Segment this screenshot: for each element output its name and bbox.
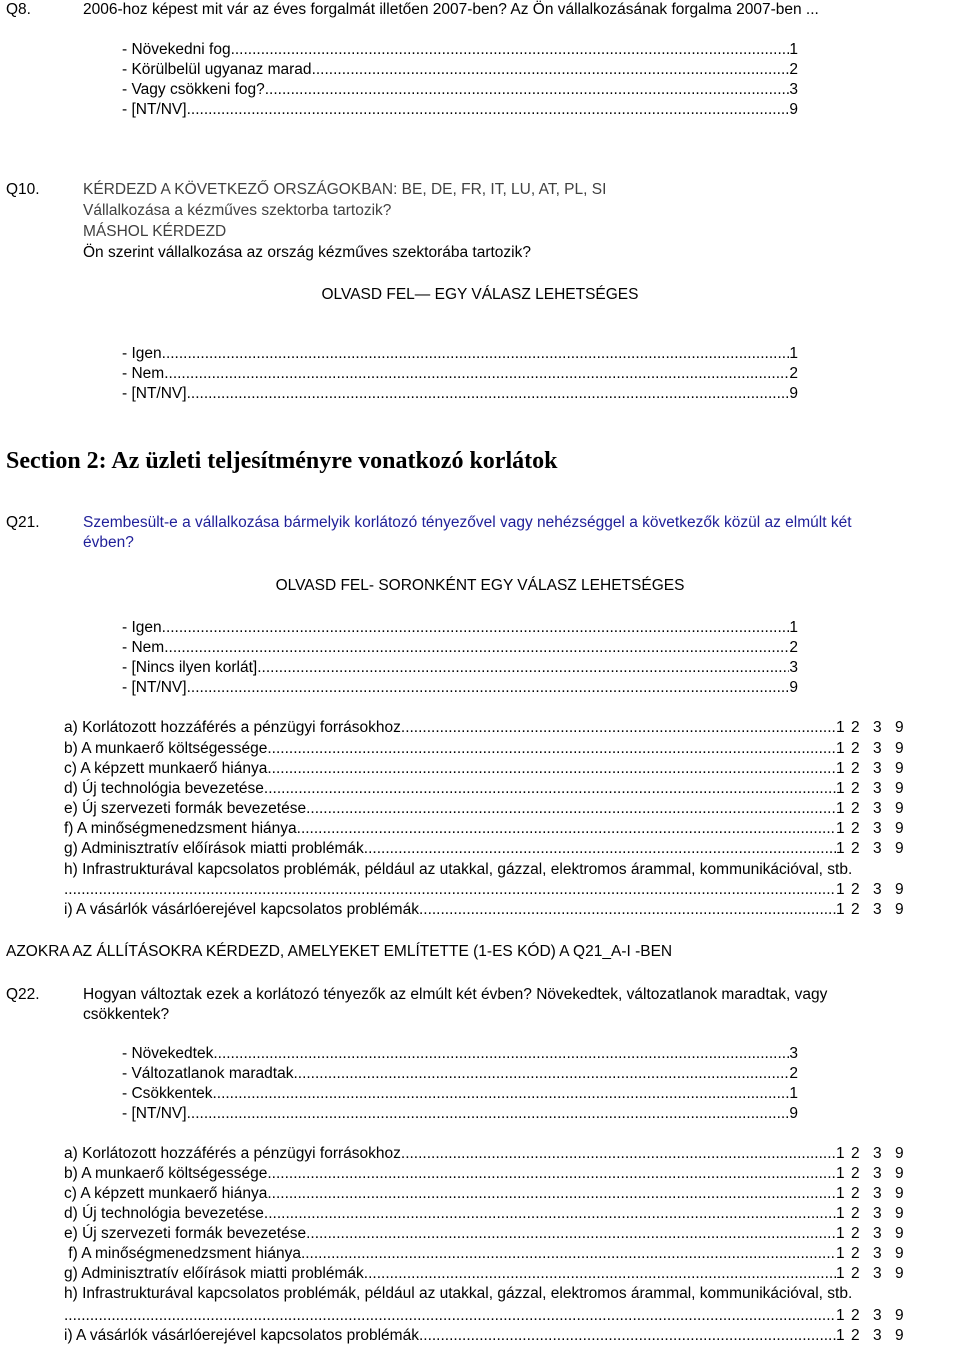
- option-label: - Igen: [122, 345, 162, 362]
- answer-code: 2: [851, 800, 860, 817]
- answer-code: 9: [895, 820, 904, 837]
- answer-code: 1: [836, 800, 845, 817]
- grid-row: [64, 799, 917, 819]
- answer-code: 1: [836, 760, 845, 777]
- grid-item-label: e) Új szervezeti formák bevezetése: [64, 1225, 307, 1242]
- option-code: 9: [789, 1105, 798, 1122]
- grid-codes: [836, 1326, 917, 1346]
- grid-row: [64, 880, 917, 900]
- grid-row: [64, 1184, 917, 1204]
- answer-code: 3: [873, 780, 882, 797]
- answer-code: 3: [873, 1265, 882, 1282]
- option-code: 1: [789, 345, 798, 362]
- grid-row: [64, 900, 917, 920]
- answer-option: [122, 384, 798, 404]
- grid-codes: [836, 779, 917, 799]
- question-text: évben?: [83, 534, 134, 551]
- answer-code: 3: [873, 719, 882, 736]
- answer-code: 1: [836, 1205, 845, 1222]
- grid-codes: [836, 839, 917, 859]
- answer-code: 1: [836, 901, 845, 918]
- answer-code: 2: [851, 901, 860, 918]
- answer-code: 9: [895, 1165, 904, 1182]
- grid-row: [64, 1204, 917, 1224]
- grid-item-label: a) Korlátozott hozzáférés a pénzügyi forrásokhoz: [64, 1145, 401, 1162]
- answer-option: [122, 1064, 798, 1084]
- grid-codes: [836, 739, 917, 759]
- answer-option: [122, 344, 798, 364]
- grid-item-label: c) A képzett munkaerő hiánya: [64, 1185, 268, 1202]
- option-label: - Változatlanok maradtak: [122, 1065, 294, 1082]
- grid-row: [64, 1326, 917, 1346]
- grid-item-label: f) A minőségmenedzsment hiánya: [64, 820, 297, 837]
- grid-item-label: c) A képzett munkaerő hiánya: [64, 760, 268, 777]
- answer-code: 9: [895, 719, 904, 736]
- answer-code: 2: [851, 1145, 860, 1162]
- question-text: Hogyan változtak ezek a korlátozó tényezők az elmúlt két évben? Növekedtek, változatlanok maradtak, vagy: [83, 986, 828, 1003]
- option-code: 1: [789, 619, 798, 636]
- answer-code: 3: [873, 1145, 882, 1162]
- answer-code: 2: [851, 1205, 860, 1222]
- option-code: 2: [789, 61, 798, 78]
- section-title: Section 2: Az üzleti teljesítményre vonatkozó korlátok: [6, 448, 558, 474]
- instruction: OLVASD FEL- SORONKÉNT EGY VÁLASZ LEHETSÉGES: [275, 577, 685, 594]
- answer-code: 3: [873, 840, 882, 857]
- grid-codes: [836, 900, 917, 920]
- answer-option: [122, 60, 798, 80]
- answer-code: 3: [873, 1225, 882, 1242]
- answer-code: 1: [836, 840, 845, 857]
- grid-item-label: b) A munkaerő költségessége: [64, 1165, 268, 1182]
- grid-codes: [836, 799, 917, 819]
- answer-code: 9: [895, 1245, 904, 1262]
- grid-item-label: e) Új szervezeti formák bevezetése: [64, 800, 307, 817]
- grid-row: [64, 779, 917, 799]
- question-number: Q22.: [6, 986, 40, 1003]
- grid-row: [64, 819, 917, 839]
- answer-code: 2: [851, 1165, 860, 1182]
- answer-code: 1: [836, 1307, 845, 1324]
- question-number: Q21.: [6, 514, 40, 531]
- option-label: - [NT/NV]: [122, 679, 187, 696]
- interviewer-note: KÉRDEZD A KÖVETKEZŐ ORSZÁGOKBAN: BE, DE, FR, IT, LU, AT, PL, SI: [83, 181, 607, 198]
- question-text: Vállalkozása a kézműves szektorba tartozik?: [83, 202, 392, 219]
- grid-item-label: i) A vásárlók vásárlóerejével kapcsolatos problémák: [64, 901, 419, 918]
- grid-row: [64, 1144, 917, 1164]
- answer-option: [122, 638, 798, 658]
- option-code: 1: [789, 1085, 798, 1102]
- option-code: 3: [789, 1045, 798, 1062]
- answer-code: 1: [836, 1165, 845, 1182]
- question-number: Q10.: [6, 181, 40, 198]
- option-code: 3: [789, 659, 798, 676]
- grid-item-label: h) Infrastrukturával kapcsolatos problémák, például az utakkal, gázzal, elektromos árammal, kommunikációval, stb.: [64, 1285, 853, 1302]
- answer-code: 9: [895, 740, 904, 757]
- answer-code: 2: [851, 1307, 860, 1324]
- option-label: - [Nincs ilyen korlát]: [122, 659, 258, 676]
- grid-codes: [836, 759, 917, 779]
- answer-code: 2: [851, 820, 860, 837]
- answer-code: 9: [895, 780, 904, 797]
- grid-item-label: g) Adminisztratív előírások miatti problémák: [64, 1265, 364, 1282]
- option-code: 9: [789, 101, 798, 118]
- grid-item-label: d) Új technológia bevezetése: [64, 780, 264, 797]
- answer-code: 9: [895, 1307, 904, 1324]
- answer-code: 3: [873, 1327, 882, 1344]
- option-code: 2: [789, 639, 798, 656]
- grid-codes: [836, 1164, 917, 1184]
- answer-code: 2: [851, 1185, 860, 1202]
- answer-code: 2: [851, 780, 860, 797]
- answer-code: 1: [836, 1225, 845, 1242]
- answer-code: 3: [873, 1205, 882, 1222]
- answer-code: 3: [873, 1307, 882, 1324]
- grid-codes: [836, 718, 917, 738]
- grid-codes: [836, 1224, 917, 1244]
- option-code: 9: [789, 385, 798, 402]
- grid-codes: [836, 1204, 917, 1224]
- answer-option: [122, 1104, 798, 1124]
- filter-instruction: AZOKRA AZ ÁLLÍTÁSOKRA KÉRDEZD, AMELYEKET EMLÍTETTE (1-ES KÓD) A Q21_A-I -BEN: [6, 943, 673, 960]
- grid-codes: [836, 1184, 917, 1204]
- option-label: - Igen: [122, 619, 162, 636]
- option-code: 2: [789, 365, 798, 382]
- answer-option: [122, 618, 798, 638]
- answer-option: [122, 40, 798, 60]
- grid-codes: [836, 1264, 917, 1284]
- answer-code: 2: [851, 1327, 860, 1344]
- answer-code: 1: [836, 719, 845, 736]
- option-code: 3: [789, 81, 798, 98]
- answer-code: 9: [895, 1265, 904, 1282]
- grid-item-label: i) A vásárlók vásárlóerejével kapcsolatos problémák: [64, 1327, 419, 1344]
- answer-code: 2: [851, 1225, 860, 1242]
- option-code: 1: [789, 41, 798, 58]
- answer-code: 2: [851, 840, 860, 857]
- answer-code: 3: [873, 1165, 882, 1182]
- question-text: csökkentek?: [83, 1006, 170, 1023]
- answer-option: [122, 100, 798, 120]
- interviewer-note: MÁSHOL KÉRDEZD: [83, 223, 227, 240]
- answer-code: 1: [836, 1265, 845, 1282]
- instruction: OLVASD FEL— EGY VÁLASZ LEHETSÉGES: [321, 286, 639, 303]
- grid-codes: [836, 1306, 917, 1326]
- grid-codes: [836, 1144, 917, 1164]
- grid-item-label: g) Adminisztratív előírások miatti problémák: [64, 840, 364, 857]
- answer-code: 9: [895, 1185, 904, 1202]
- answer-code: 3: [873, 881, 882, 898]
- option-label: - Növekedtek: [122, 1045, 214, 1062]
- grid-codes: [836, 880, 917, 900]
- answer-code: 1: [836, 780, 845, 797]
- option-label: - Körülbelül ugyanaz marad: [122, 61, 312, 78]
- answer-code: 1: [836, 1327, 845, 1344]
- answer-code: 9: [895, 760, 904, 777]
- answer-code: 1: [836, 1145, 845, 1162]
- answer-code: 3: [873, 1245, 882, 1262]
- option-label: - Nem: [122, 365, 165, 382]
- option-code: 9: [789, 679, 798, 696]
- grid-row: [64, 1224, 917, 1244]
- option-label: - Nem: [122, 639, 165, 656]
- grid-row: [64, 839, 917, 859]
- answer-code: 1: [836, 881, 845, 898]
- question-text: Ön szerint vállalkozása az ország kézműves szektorába tartozik?: [83, 244, 531, 261]
- answer-option: [122, 80, 798, 100]
- option-label: - Vagy csökkeni fog?: [122, 81, 265, 98]
- answer-option: [122, 678, 798, 698]
- option-label: - [NT/NV]: [122, 385, 187, 402]
- answer-option: [122, 658, 798, 678]
- answer-code: 2: [851, 1265, 860, 1282]
- grid-item-label: d) Új technológia bevezetése: [64, 1205, 264, 1222]
- grid-codes: [836, 819, 917, 839]
- answer-code: 1: [836, 740, 845, 757]
- answer-code: 9: [895, 840, 904, 857]
- answer-code: 3: [873, 760, 882, 777]
- option-label: - [NT/NV]: [122, 101, 187, 118]
- answer-code: 1: [836, 820, 845, 837]
- answer-code: 9: [895, 1327, 904, 1344]
- answer-code: 2: [851, 881, 860, 898]
- answer-code: 3: [873, 820, 882, 837]
- question-number: Q8.: [6, 1, 31, 18]
- grid-row: [64, 718, 917, 738]
- grid-row: [64, 1306, 917, 1326]
- answer-code: 2: [851, 719, 860, 736]
- option-label: - [NT/NV]: [122, 1105, 187, 1122]
- grid-codes: [836, 1244, 917, 1264]
- answer-code: 9: [895, 881, 904, 898]
- question-text: Szembesült-e a vállalkozása bármelyik korlátozó tényezővel vagy nehézséggel a következők közül az elmúlt két: [83, 514, 852, 531]
- grid-row: [64, 1244, 917, 1264]
- answer-code: 9: [895, 1205, 904, 1222]
- answer-option: [122, 1044, 798, 1064]
- grid-row: [64, 759, 917, 779]
- grid-item-label: f) A minőségmenedzsment hiánya: [64, 1245, 301, 1262]
- grid-row: [64, 1264, 917, 1284]
- grid-item-label: b) A munkaerő költségessége: [64, 740, 268, 757]
- answer-code: 2: [851, 760, 860, 777]
- option-label: - Csökkentek: [122, 1085, 213, 1102]
- answer-code: 9: [895, 1225, 904, 1242]
- answer-code: 2: [851, 740, 860, 757]
- answer-code: 1: [836, 1245, 845, 1262]
- answer-code: 9: [895, 1145, 904, 1162]
- answer-code: 3: [873, 1185, 882, 1202]
- option-code: 2: [789, 1065, 798, 1082]
- answer-code: 9: [895, 800, 904, 817]
- option-label: - Növekedni fog: [122, 41, 231, 58]
- answer-code: 3: [873, 740, 882, 757]
- answer-code: 1: [836, 1185, 845, 1202]
- question-text: 2006-hoz képest mit vár az éves forgalmát illetően 2007-ben? Az Ön vállalkozásának forgalma 2007-ben ...: [83, 1, 819, 18]
- grid-row: [64, 739, 917, 759]
- answer-code: 9: [895, 901, 904, 918]
- answer-option: [122, 1084, 798, 1104]
- grid-row: [64, 1164, 917, 1184]
- answer-code: 3: [873, 800, 882, 817]
- grid-item-label: a) Korlátozott hozzáférés a pénzügyi forrásokhoz: [64, 719, 401, 736]
- answer-code: 3: [873, 901, 882, 918]
- grid-item-label: h) Infrastrukturával kapcsolatos problémák, például az utakkal, gázzal, elektromos árammal, kommunikációval, stb.: [64, 861, 853, 878]
- answer-option: [122, 364, 798, 384]
- answer-code: 2: [851, 1245, 860, 1262]
